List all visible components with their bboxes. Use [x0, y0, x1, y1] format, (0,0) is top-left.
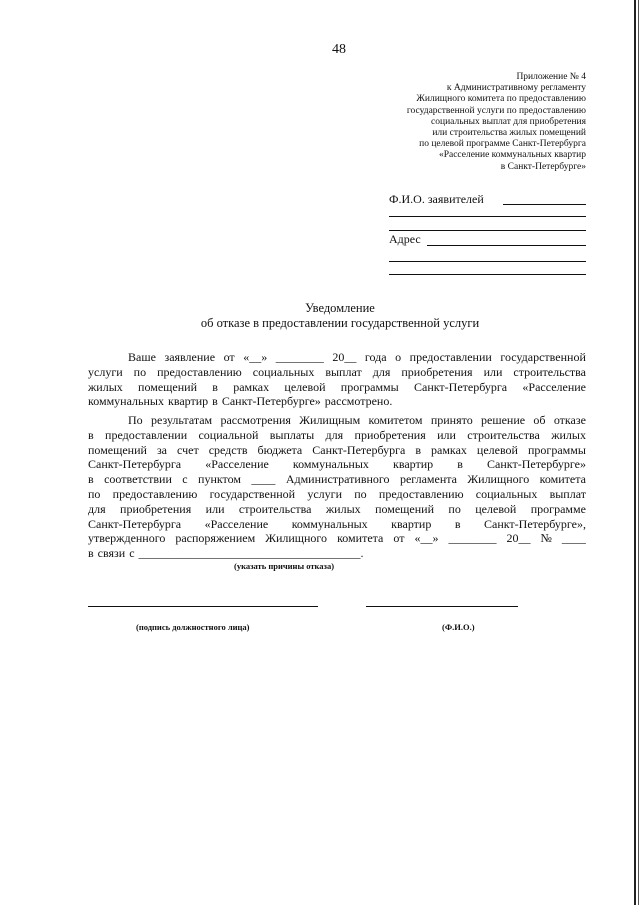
word: Санкт-Петербурга [413, 379, 508, 394]
appendix-line: в Санкт-Петербурге» [500, 161, 586, 172]
word: отказе [553, 413, 586, 427]
word: Административного [285, 472, 390, 487]
word: Жилищного [265, 531, 328, 546]
word: По [128, 413, 143, 427]
text-line [88, 365, 586, 380]
word: в [212, 394, 218, 409]
word: программе [530, 501, 586, 516]
word: решение [481, 413, 526, 427]
word: коммунальных [88, 394, 164, 409]
applicant-address-line-3 [389, 274, 586, 275]
word: средств [208, 442, 248, 457]
appendix-line: Жилищного комитета по предоставлению [416, 94, 586, 105]
word: социальных [252, 364, 315, 379]
word: предоставлении [105, 427, 188, 442]
word: по [448, 501, 461, 516]
word: утвержденного [88, 531, 166, 546]
word: рамках [431, 442, 467, 457]
word: от [393, 531, 405, 546]
word: помещений [375, 501, 435, 516]
text-line [88, 428, 586, 443]
word: программы [527, 442, 586, 457]
text-line [88, 472, 586, 487]
word: «Расселение [204, 516, 269, 531]
word: предоставлению [157, 364, 242, 379]
word: об [533, 413, 546, 427]
word: соответствии [104, 472, 172, 487]
text-line [88, 413, 586, 428]
word: комитета [337, 531, 384, 546]
applicant-fio-blank [503, 204, 586, 205]
word: года [364, 350, 387, 364]
paragraph-refusal [88, 413, 586, 561]
appendix-line: к Административному регламенту [446, 83, 586, 94]
word: приобретения [354, 427, 426, 442]
notice-title: Уведомление [305, 301, 375, 315]
word: приобретения [120, 501, 192, 516]
word: Ваше [128, 350, 156, 364]
appendix-line: по целевой программе Санкт-Петербурга [419, 139, 586, 150]
word: в [88, 472, 94, 487]
page-number: 48 [332, 42, 346, 57]
word: ________ [275, 350, 324, 364]
word: счет [177, 442, 199, 457]
word: Санкт-Петербурга [312, 442, 406, 457]
word: в [415, 442, 422, 457]
word: для [372, 364, 391, 379]
word: ____ [251, 472, 276, 487]
text-line [88, 531, 586, 546]
word: квартир [167, 394, 209, 409]
word: от [223, 350, 235, 364]
word: или [483, 364, 503, 379]
word: в [88, 546, 94, 561]
word: для [88, 501, 106, 516]
word: коммунальных [292, 457, 369, 472]
word: за [156, 442, 168, 457]
word: услуги [88, 364, 123, 379]
word: Жилищным [299, 413, 361, 427]
word: помещений [138, 379, 197, 394]
word: программы [340, 379, 399, 394]
word: целевой [476, 442, 518, 457]
word: _____________________________________. [138, 546, 364, 561]
word: о [395, 350, 402, 364]
appendix-line: Приложение № 4 [516, 72, 586, 82]
fio-caption: (Ф.И.О.) [442, 622, 475, 632]
word: государственной [209, 486, 296, 501]
text-line [88, 350, 586, 365]
word: по [133, 364, 147, 379]
reason-caption: (указать причины отказа) [234, 561, 335, 571]
word: Санкт-Петербурге», [483, 516, 586, 531]
word: в [457, 457, 463, 472]
appendix-line: социальных выплат для приобретения [431, 116, 586, 127]
word: Санкт-Петербурге» [221, 394, 321, 409]
word: приобретения [401, 364, 473, 379]
page-edge-shadow [638, 0, 639, 905]
word: «Расселение [205, 457, 269, 472]
applicant-fio-line-3 [389, 230, 586, 231]
signature-line [88, 606, 318, 607]
word: распоряжением [175, 531, 256, 546]
word: рассмотрено. [324, 394, 393, 409]
text-line [88, 487, 586, 502]
word: пунктом [198, 472, 241, 487]
word: Жилищного [467, 472, 530, 487]
word: коммунальных [291, 516, 368, 531]
word: рассмотрения [220, 413, 291, 427]
text-line [88, 457, 586, 472]
word: «__» [243, 350, 268, 364]
text-line [88, 380, 586, 395]
applicant-address-line-2 [389, 261, 586, 262]
word: комитета [539, 472, 586, 487]
word: регламента [399, 472, 457, 487]
notice-subtitle: об отказе в предоставлении государственной услуги [200, 316, 480, 330]
word: квартир [393, 457, 434, 472]
word: квартир [391, 516, 432, 531]
applicant-fio-label: Ф.И.О. заявителей [389, 192, 484, 206]
fio-line [366, 606, 518, 607]
word: целевой [475, 501, 517, 516]
word: для [325, 427, 344, 442]
word: в [212, 379, 218, 394]
word: ____ [561, 531, 586, 546]
applicant-address-label: Адрес [389, 232, 421, 246]
word: предоставлению [112, 486, 198, 501]
word: заявление [164, 350, 216, 364]
word: строительства [467, 427, 540, 442]
word: «__» [414, 531, 439, 546]
word: в [454, 516, 461, 531]
word: жилых [325, 501, 361, 516]
word: жилых [551, 427, 586, 442]
appendix-line: «Расселение коммунальных квартир [438, 150, 586, 161]
word: № [540, 531, 552, 546]
word: бюджета [257, 442, 303, 457]
word: или [437, 427, 456, 442]
word: принято [430, 413, 473, 427]
appendix-line: или строительства жилых помещений [432, 128, 586, 139]
paragraph-application [88, 350, 586, 409]
word: жилых [88, 379, 123, 394]
word: «Расселение [522, 379, 586, 394]
word: выплат [325, 364, 362, 379]
appendix-header [326, 72, 586, 173]
word: предоставлении [409, 350, 492, 364]
word: с [129, 546, 135, 561]
appendix-line: государственной услуги по предоставлению [406, 105, 586, 116]
page-edge [634, 0, 636, 905]
text-line [88, 443, 586, 458]
word: строительства [238, 501, 312, 516]
word: 20__ [506, 531, 531, 546]
text-line [88, 546, 586, 561]
applicant-address-blank [427, 245, 586, 246]
word: комитетом [368, 413, 423, 427]
word: связи [97, 546, 126, 561]
word: или [205, 501, 225, 516]
word: целевой [284, 379, 326, 394]
word: социальных [475, 486, 538, 501]
applicant-fio-line-2 [389, 216, 586, 217]
word: выплаты [269, 427, 315, 442]
word: социальной [198, 427, 259, 442]
word: помещений [88, 442, 147, 457]
word: предоставлению [378, 486, 464, 501]
word: в [88, 427, 94, 442]
word: государственной [500, 350, 586, 364]
word: по [354, 486, 367, 501]
word: услуги [307, 486, 342, 501]
text-line [88, 502, 586, 517]
word: выплат [549, 486, 586, 501]
signature-caption: (подпись должностного лица) [136, 622, 250, 632]
word: ________ [448, 531, 497, 546]
text-line [88, 517, 586, 532]
text-line [88, 394, 586, 409]
word: 20__ [332, 350, 357, 364]
word: строительства [513, 364, 586, 379]
word: рамках [233, 379, 270, 394]
word: Санкт-Петербурге» [487, 457, 586, 472]
word: Санкт-Петербурга [88, 516, 182, 531]
word: с [182, 472, 188, 487]
word: результатам [150, 413, 213, 427]
word: Санкт-Петербурга [88, 457, 182, 472]
word: по [88, 486, 101, 501]
